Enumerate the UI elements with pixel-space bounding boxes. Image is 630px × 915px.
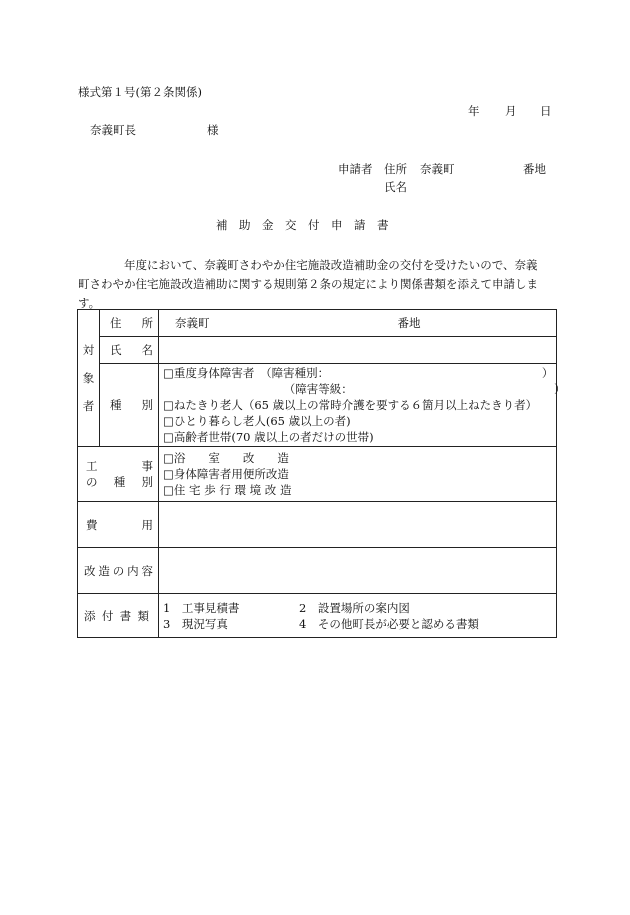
applicant-label: 申請者	[338, 162, 373, 176]
subject-category-options	[159, 364, 566, 447]
statement-line: す。	[78, 296, 101, 310]
date-month-label: 月	[505, 104, 517, 118]
renovation-label: 改 造 の 内 容	[78, 548, 159, 594]
applicant-address-town: 奈義町	[420, 162, 455, 176]
addressee-name: 奈義町長	[90, 123, 136, 137]
subject-address-field[interactable]	[159, 310, 557, 337]
application-statement	[78, 256, 558, 313]
date-day-label: 日	[540, 104, 552, 118]
subject-address-label: 住 所	[100, 310, 159, 337]
category-option-severe-disability[interactable]: □重度身体障害者 （障害種別： ）	[163, 366, 554, 380]
applicant-name-label: 氏名	[384, 180, 407, 194]
form-number: 様式第１号(第２条関係)	[78, 85, 202, 99]
category-option-elderly-household[interactable]: □高齢者世帯(70 歳以上の者だけの世帯)	[163, 430, 374, 444]
category-option-disability-grade: （障害等級： ）	[163, 382, 566, 396]
cost-row	[78, 502, 557, 548]
statement-line: 年度において、奈義町さわやか住宅施設改造補助金の交付を受けたいので、奈義	[78, 258, 538, 272]
category-option-living-alone[interactable]: □ひとり暮らし老人(65 歳以上の者)	[163, 414, 351, 428]
subject-address-town: 奈義町	[175, 316, 210, 330]
document-title: 補 助 金 交 付 申 請 書	[216, 218, 389, 232]
attachments-label: 添 付 書 類	[78, 594, 159, 638]
subject-category-row	[78, 364, 557, 447]
attachment-item: 3 現況写真	[163, 616, 228, 631]
addressee-honorific: 様	[207, 123, 219, 137]
cost-label: 費 用	[78, 502, 159, 548]
subject-name-field[interactable]	[159, 337, 557, 364]
subject-name-label: 氏 名	[100, 337, 159, 364]
work-option-bathroom[interactable]: □浴 室 改 造	[163, 451, 289, 465]
attachment-item: 2 設置場所の案内図	[299, 600, 410, 615]
subject-name-row	[78, 337, 557, 364]
renovation-row	[78, 548, 557, 594]
work-type-label: 工 事 の 種 別	[78, 447, 159, 502]
work-option-toilet[interactable]: □身体障害者用便所改造	[163, 467, 289, 481]
work-type-row	[78, 447, 557, 502]
work-option-walking-environment[interactable]: □住 宅 歩 行 環 境 改 造	[163, 483, 292, 497]
subject-address-row	[78, 310, 557, 337]
attachments-row	[78, 594, 557, 638]
attachments-list	[159, 594, 557, 638]
application-form-table	[77, 309, 566, 638]
applicant-address-label: 住所	[384, 162, 407, 176]
applicant-address-suffix: 番地	[523, 162, 546, 176]
attachment-item: 4 その他町長が必要と認める書類	[299, 616, 479, 631]
cost-field[interactable]	[159, 502, 557, 548]
renovation-field[interactable]	[159, 548, 557, 594]
work-type-options	[159, 447, 557, 502]
statement-line: 町さわやか住宅施設改造補助に関する規則第２条の規定により関係書類を添えて申請しま	[78, 277, 538, 291]
attachment-item: 1 工事見積書	[163, 600, 240, 615]
subject-category-label: 種 別	[100, 364, 159, 447]
category-option-bedridden-elderly[interactable]: □ねたきり老人（65 歳以上の常時介護を要する６箇月以上ねたきり者）	[163, 398, 538, 412]
date-year-label: 年	[468, 104, 480, 118]
subject-address-suffix: 番地	[397, 316, 421, 330]
subject-group-label: 対 象 者	[78, 310, 100, 447]
